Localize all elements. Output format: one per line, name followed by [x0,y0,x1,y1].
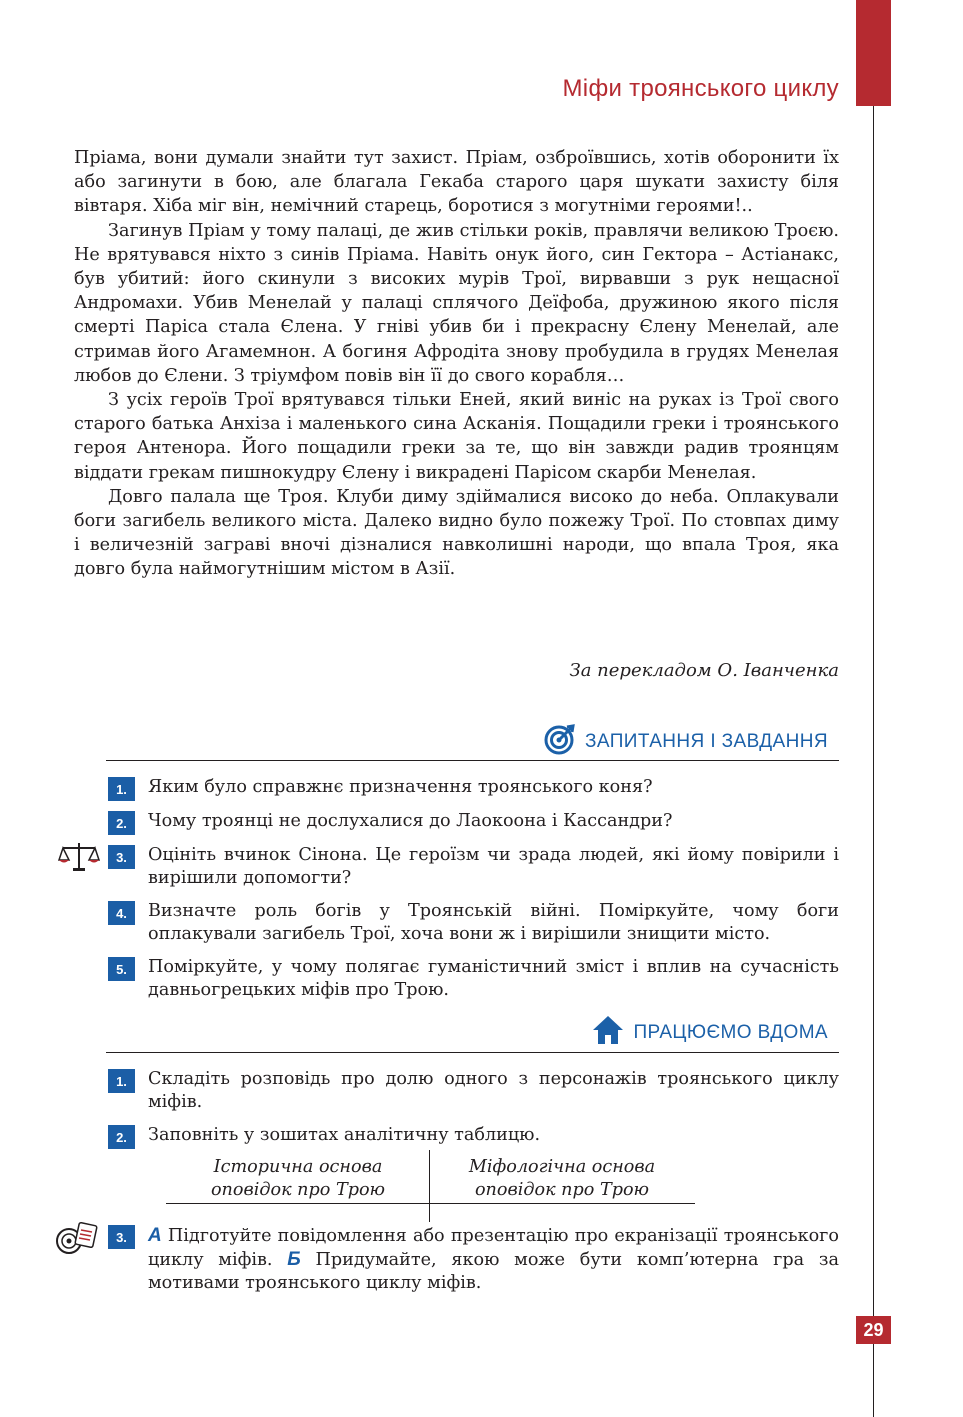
page-number: 29 [856,1316,891,1344]
margin-rule [873,106,874,1417]
media-icon [54,1220,98,1262]
section-divider [106,1052,839,1053]
table-header-rule [166,1203,695,1204]
questions-heading [543,722,828,762]
homework-number: 1. [108,1069,135,1093]
homework-text [148,1224,839,1295]
homework-item [108,1224,839,1295]
paragraph: Довго палала ще Троя. Клуби диму здіймалися високо до неба. Оплакували боги загибель великого міста. Далеко видно було пожежу Трої. По стовпах диму і величезній заграві вночі дізналися навколишні народи, що впала Троя, яка довго була наймогутнішим містом в Азії. [74,486,839,580]
task-label-a: А [148,1225,162,1246]
task-a-text: Підготуйте повідомлення або презентацію про екранізації троянського циклу міфів. [148,1226,839,1270]
paragraph: З усіх героїв Трої врятувався тільки Еней, який виніс на руках із Трої свого старого батька Анхіза і маленького сина Асканія. Пощадили греки і троянського героя Антенора. Його пощадили греки за те, що він завжди радив троянцям віддати грекам пишнокудру Єлену і викрадені Парісом скарби Менелая. [74,390,839,483]
question-number: 5. [108,957,135,981]
homework-text: Заповніть у зошитах аналітичну таблицю. [148,1125,541,1145]
house-icon [591,1014,625,1052]
homework-item [108,1068,839,1114]
question-text: Визначте роль богів у Троянській війні. Поміркуйте, чому боги оплакували загибель Трої, хоча вони ж і вирішили знищити місто. [148,901,839,944]
task-label-b: Б [287,1249,301,1270]
homework-item [108,1124,839,1149]
question-item [108,810,839,835]
question-text: Яким було справжнє призначення троянського коня? [148,777,653,797]
main-text [74,146,839,582]
question-item [108,776,839,801]
question-text: Поміркуйте, у чому полягає гуманістичний зміст і вплив на сучасність давньогрецьких міфів про Трою. [148,957,839,1000]
homework-text: Складіть розповідь про долю одного з персонажів троянського циклу міфів. [148,1069,839,1112]
table-header-line: Історична основа [213,1157,383,1177]
running-title: Міфи троянського циклу [562,75,839,102]
paragraph: Пріама, вони думали знайти тут захист. Пріам, озброївшись, хотів оборонити їх або загинути в бою, але благала Гекаба старого царя шукати захисту біля вівтаря. Хіба міг він, немічний старець, боротися з могутніми героями!.. [74,148,839,217]
question-number: 1. [108,777,135,801]
question-number: 3. [108,845,135,869]
table-header-line: оповідок про Трою [474,1180,650,1200]
target-icon [543,722,577,762]
questions-heading-label: ЗАПИТАННЯ І ЗАВДАННЯ [584,731,828,752]
translation-credit: За перекладом О. Іванченка [569,660,839,681]
homework-heading [591,1014,828,1052]
question-number: 2. [108,811,135,835]
question-text: Оцініть вчинок Сінона. Це героїзм чи зрада людей, які йому повірили і вирішили допомогти? [148,845,839,888]
table-header-line: Міфологічна основа [468,1157,656,1177]
question-item [108,900,839,946]
table-header-historical [183,1156,413,1202]
table-header-line: оповідок про Трою [210,1180,386,1200]
question-item [108,956,839,1002]
chapter-tab [856,0,891,106]
question-number: 4. [108,901,135,925]
scales-icon [58,840,100,878]
table-column-divider [429,1150,430,1222]
homework-heading-label: ПРАЦЮЄМО ВДОМА [633,1022,828,1043]
paragraph: Загинув Пріам у тому палаці, де жив стільки років, правлячи великою Троєю. Не врятувався ніхто з синів Пріама. Навіть онук його, син Гектора – Астіанакс, був убитий: його скинули з високих мурів Трої, вирвавши з рук нещасної Андромахи. Убив Менелай у палаці сплячого Деїфоба, дружиною якого після смерті Паріса стала Єлена. У гніві убив би і прекрасну Єлену Менелай, але стримав його Агамемнон. А богиня Афродіта знову пробудила в грудях Менелая любов до Єлени. З тріумфом повів він її до свого корабля… [74,220,839,386]
question-text: Чому троянці не дослухалися до Лаокоона і Кассандри? [148,811,673,831]
table-header-mythological [447,1156,677,1202]
section-divider [106,760,839,761]
question-item [108,844,839,890]
homework-number: 3. [108,1225,135,1249]
homework-number: 2. [108,1125,135,1149]
task-b-text: Придумайте, якою може бути комп’ютерна гра за мотивами троянського циклу міфів. [148,1250,839,1293]
